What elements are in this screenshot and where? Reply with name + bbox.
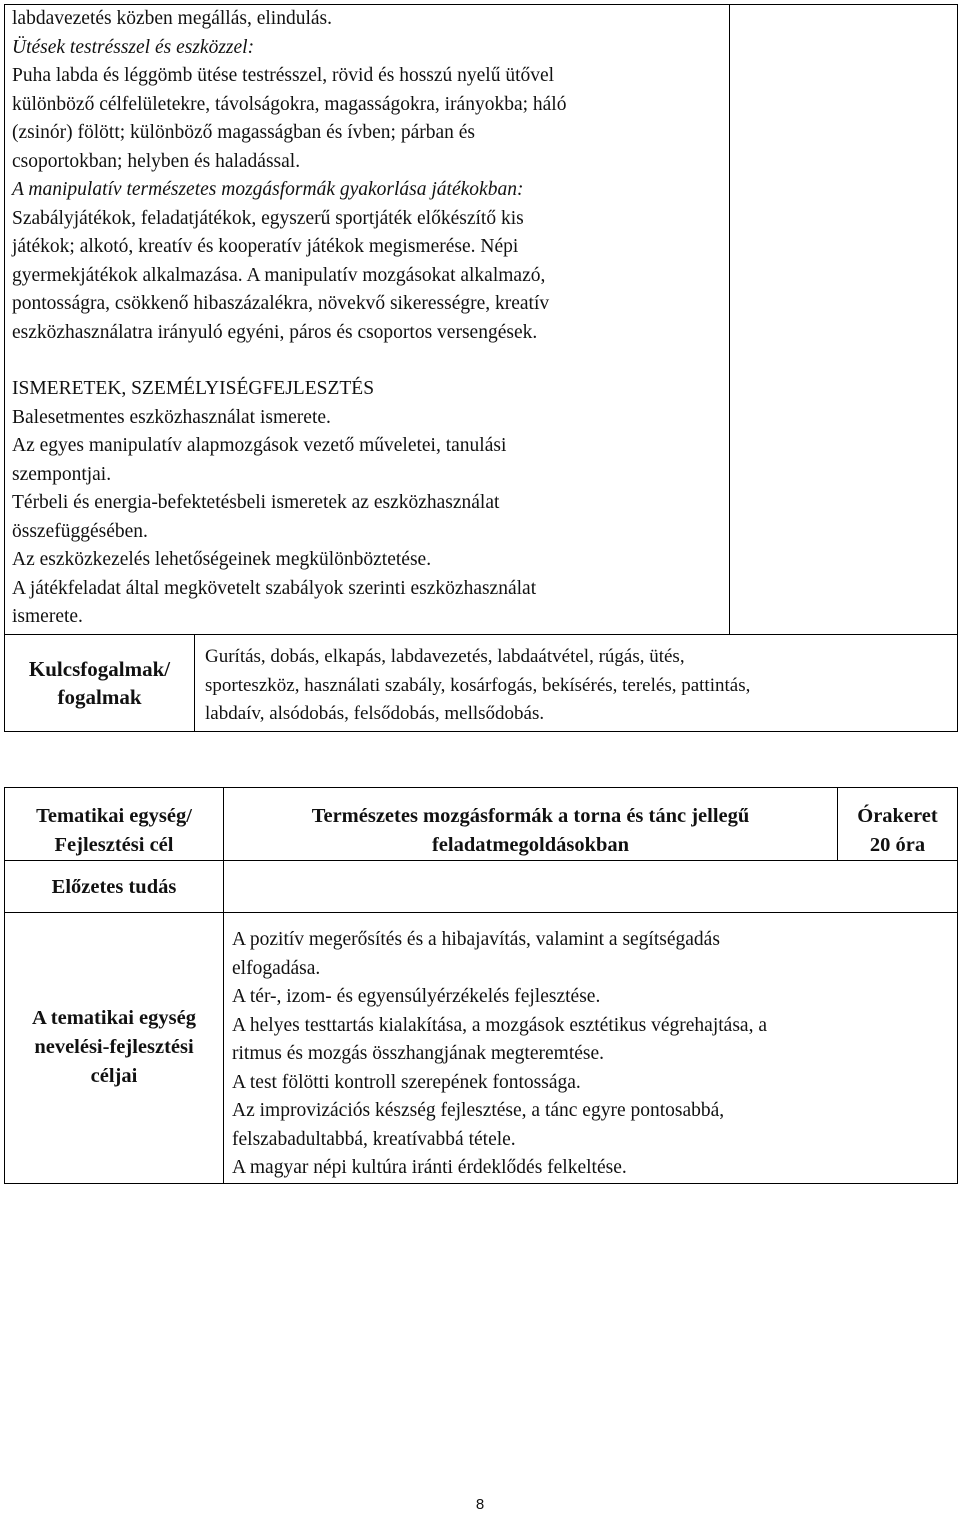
goal-line: A magyar népi kultúra iránti érdeklődés felkeltése. <box>232 1157 627 1178</box>
key-concepts-line: labdaív, alsódobás, felsődobás, mellsődobás. <box>205 703 545 724</box>
key-concepts-line: Gurítás, dobás, elkapás, labdavezetés, labdaátvétel, rúgás, ütés, <box>205 646 685 667</box>
key-concepts-cell <box>195 635 958 732</box>
unit-table <box>4 787 958 1184</box>
unit-title: Természetes mozgásformák a torna és tánc jellegű <box>311 805 750 827</box>
goal-line: elfogadása. <box>232 957 321 979</box>
content-line: (zsinór) fölött; különböző magasságban és ívben; párban és <box>12 122 476 143</box>
page-number: 8 <box>475 1496 485 1513</box>
unit-label-cell <box>5 788 224 861</box>
knowledge-line: szempontjai. <box>12 463 112 485</box>
activities-table <box>4 4 958 732</box>
knowledge-line: A játékfeladat által megkövetelt szabályok szerinti eszközhasználat <box>12 577 537 599</box>
goal-line: ritmus és mozgás összhangjának megteremtése. <box>232 1043 605 1064</box>
knowledge-line: Az eszközkezelés lehetőségeinek megkülönböztetése. <box>12 549 432 570</box>
knowledge-line: Térbeli és energia-befektetésbeli ismeretek az eszközhasználat <box>12 492 500 513</box>
content-subheading: Ütések testrésszel és eszközzel: <box>12 36 255 58</box>
empty-cell <box>730 5 958 635</box>
goal-line: A test fölötti kontroll szerepének fontossága. <box>232 1071 581 1093</box>
goals-label-cell <box>5 913 224 1184</box>
knowledge-line: ismerete. <box>12 606 83 627</box>
content-line: csoportokban; helyben és haladással. <box>12 150 301 172</box>
goals-label: A tematikai egység <box>32 1007 196 1030</box>
unit-label: Tematikai egység/ <box>36 805 192 827</box>
goals-label: céljai <box>90 1065 138 1088</box>
content-line: gyermekjátékok alkalmazása. A manipulatív mozgásokat alkalmazó, <box>12 264 546 286</box>
content-line: pontosságra, csökkenő hibaszázalékra, növekvő sikerességre, kreatív <box>12 293 550 314</box>
goal-line: Az improvizációs készség fejlesztése, a tánc egyre pontosabbá, <box>232 1100 725 1121</box>
goal-line: A tér-, izom- és egyensúlyérzékelés fejlesztése. <box>232 986 601 1007</box>
content-line: Puha labda és léggömb ütése testrésszel, rövid és hosszú nyelű ütővel <box>12 65 555 86</box>
prior-knowledge-label: Előzetes tudás <box>51 876 177 898</box>
key-concepts-label: fogalmak <box>57 685 142 709</box>
unit-label: Fejlesztési cél <box>54 834 174 856</box>
key-concepts-line: sporteszköz, használati szabály, kosárfogás, bekísérés, terelés, pattintás, <box>205 674 751 696</box>
goal-line: felszabadultabbá, kreatívabbá tétele. <box>232 1128 516 1150</box>
unit-title-cell <box>224 788 838 861</box>
goal-line: A helyes testtartás kialakítása, a mozgások esztétikus végrehajtása, a <box>232 1014 767 1036</box>
prior-knowledge-label-cell <box>5 861 224 913</box>
content-line: játékok; alkotó, kreatív és kooperatív játékok megismerése. Népi <box>12 236 519 257</box>
key-concepts-label-cell <box>5 635 195 732</box>
goals-label: nevelési-fejlesztési <box>34 1036 194 1059</box>
content-line: eszközhasználatra irányuló egyéni, páros és csoportos versengések. <box>12 321 538 343</box>
content-cell <box>5 5 730 635</box>
unit-title: feladatmegoldásokban <box>431 834 630 856</box>
goals-cell <box>224 913 958 1184</box>
content-line: Szabályjátékok, feladatjátékok, egyszerű sportjáték előkészítő kis <box>12 207 524 229</box>
knowledge-heading: ISMERETEK, SZEMÉLYISÉGFEJLESZTÉS <box>12 378 375 399</box>
key-concepts-label: Kulcsfogalmak/ <box>28 657 171 681</box>
knowledge-line: Az egyes manipulatív alapmozgások vezető műveletei, tanulási <box>12 435 507 456</box>
content-subheading: A manipulatív természetes mozgásformák gyakorlása játékokban: <box>12 179 524 200</box>
knowledge-line: összefüggésében. <box>12 520 148 542</box>
goal-line: A pozitív megerősítés és a hibajavítás, valamint a segítségadás <box>232 929 720 950</box>
content-line: labdavezetés közben megállás, elindulás. <box>12 8 332 29</box>
prior-knowledge-cell <box>224 861 958 913</box>
knowledge-line: Balesetmentes eszközhasználat ismerete. <box>12 406 331 428</box>
hours-value: 20 óra <box>869 834 926 856</box>
hours-label: Órakeret <box>857 805 938 827</box>
content-line: különböző célfelületekre, távolságokra, magasságokra, irányokba; háló <box>12 93 567 115</box>
hours-cell <box>838 788 958 861</box>
